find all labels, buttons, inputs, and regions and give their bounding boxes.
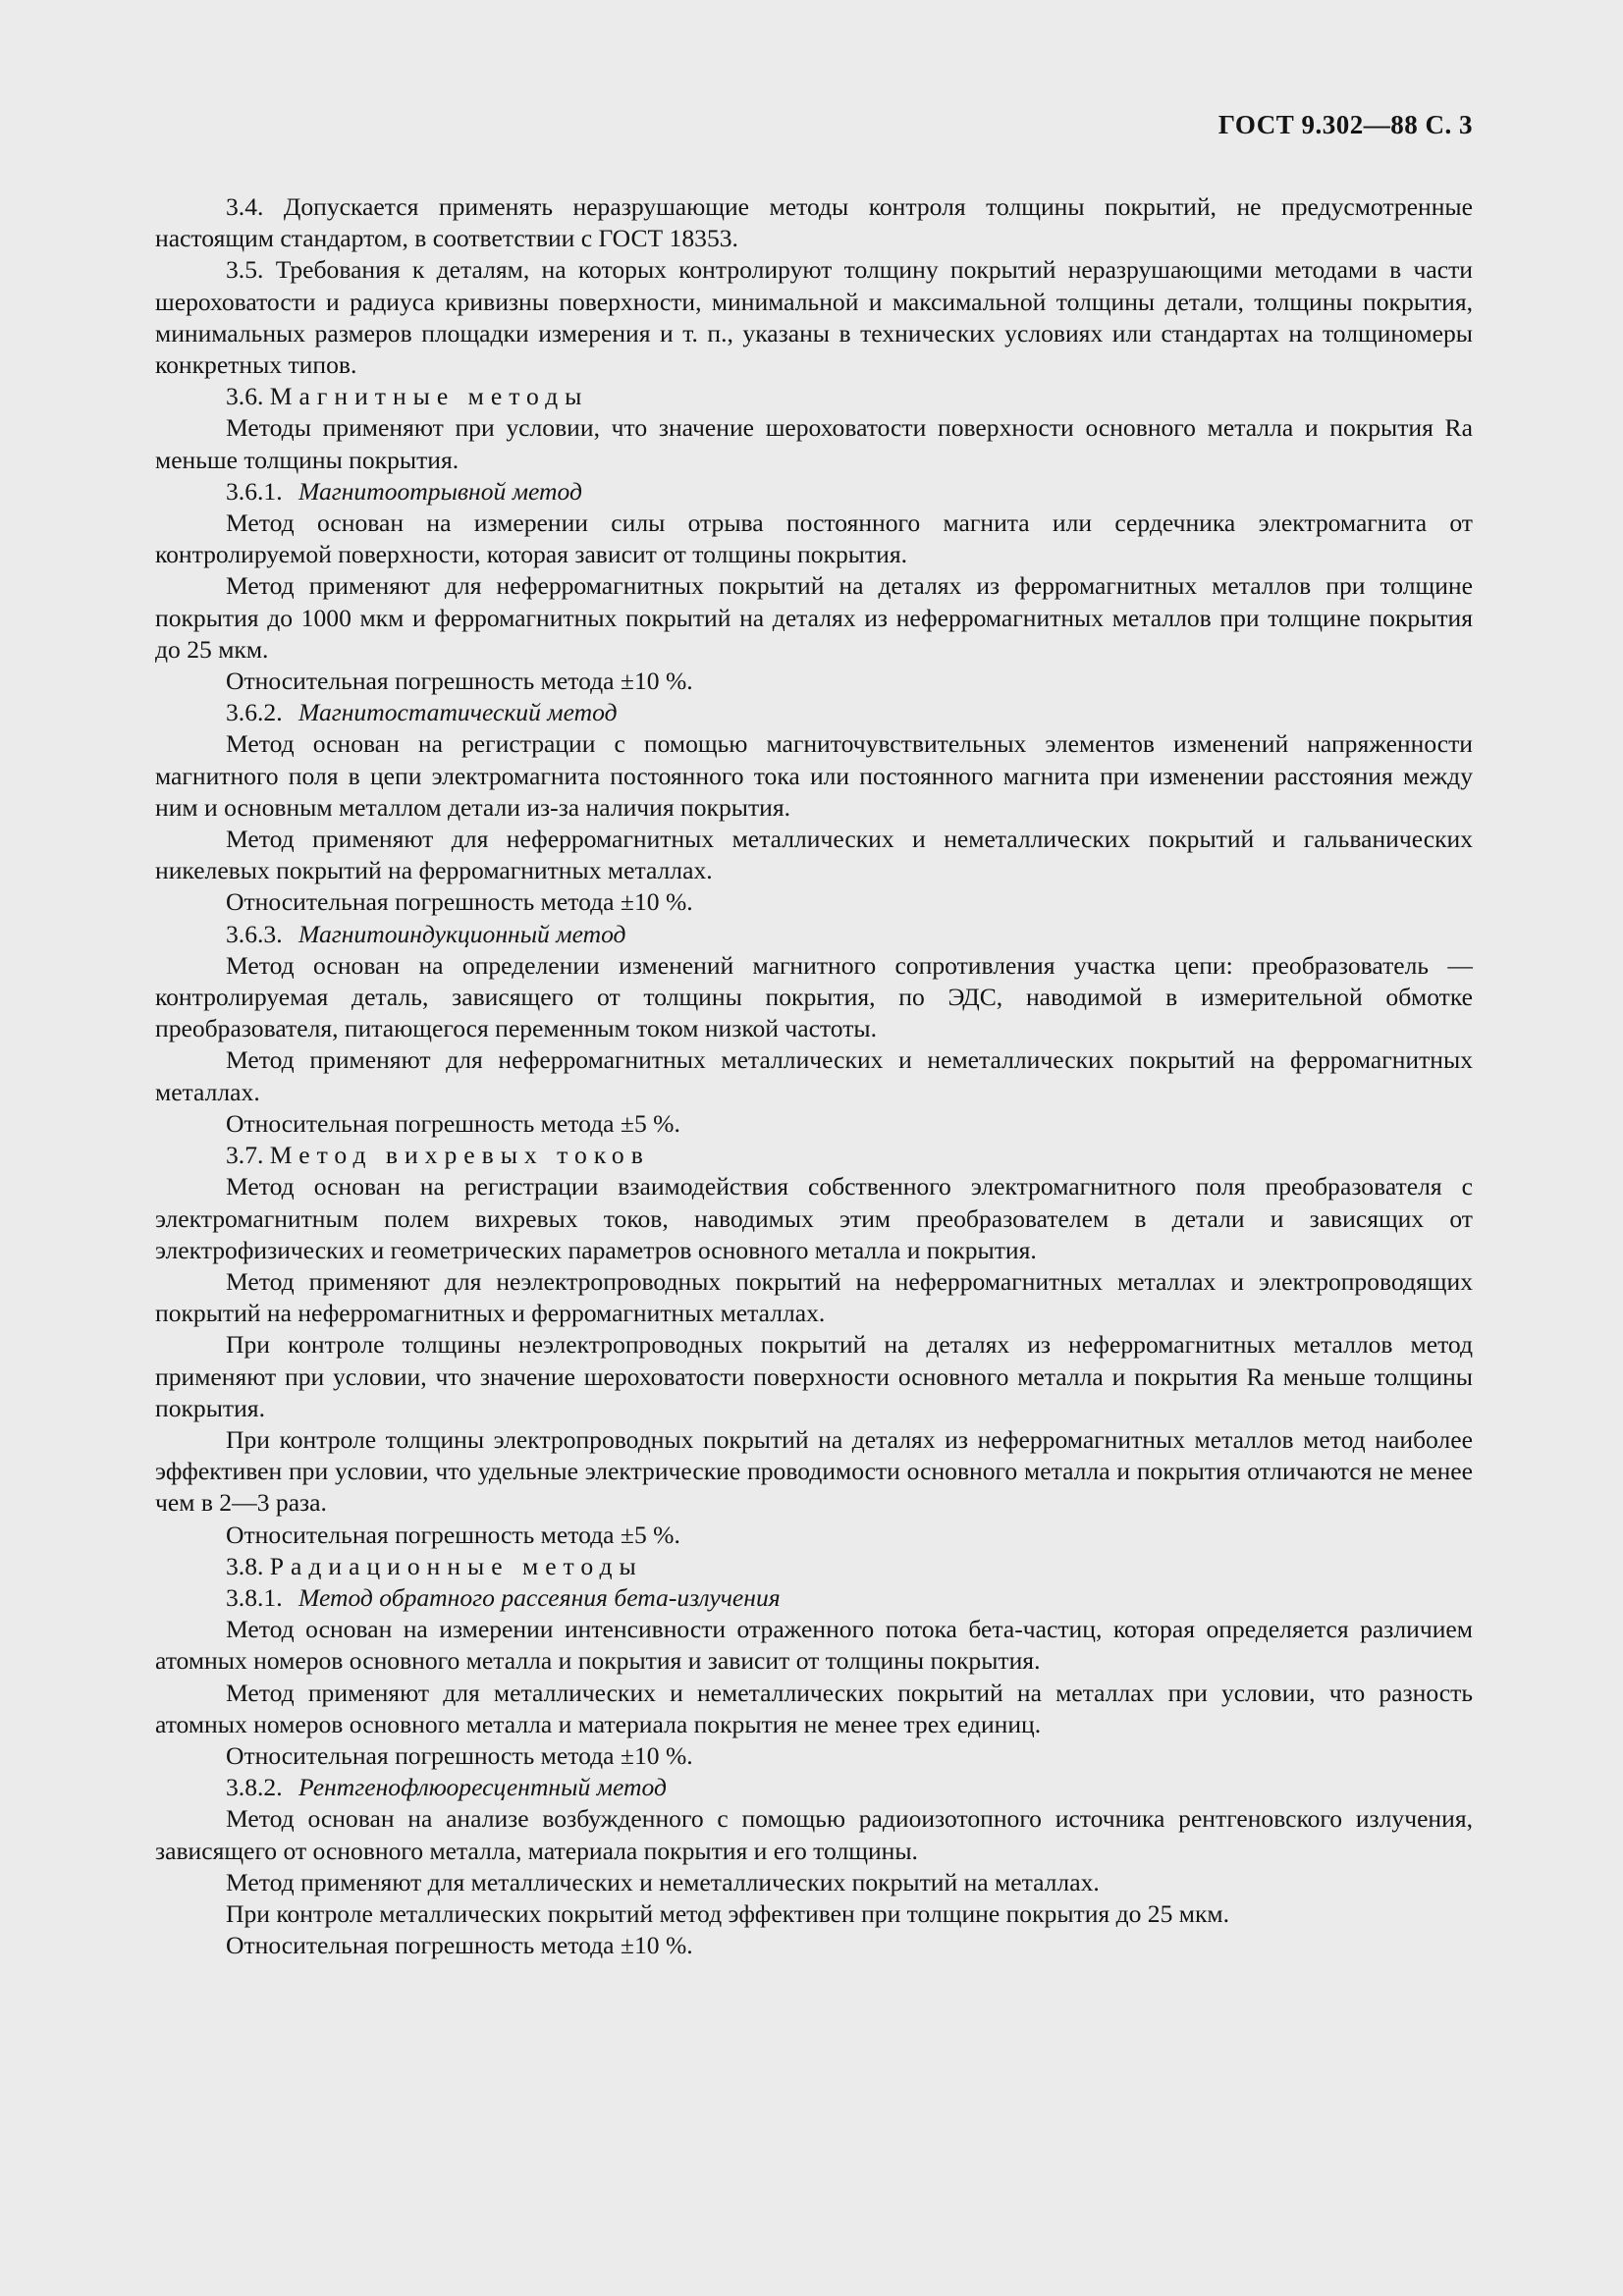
section-number: 3.6.1. — [226, 476, 289, 506]
paragraph: Относительная погрешность метода ±5 %. — [226, 1108, 680, 1138]
section-number: 3.7. — [226, 1141, 270, 1170]
section-heading — [155, 1140, 1473, 1171]
section-heading — [155, 1582, 1473, 1614]
section-number: 3.6. — [226, 382, 270, 411]
section-number: 3.6.2. — [226, 698, 289, 727]
section-title: Метод обратного рассеяния бета-излучения — [298, 1582, 781, 1612]
paragraph: Метод основан на регистрации с помощью магниточувствительных элементов изменений напряженности магнитного поля в цепи электромагнита постоянного тока или постоянного магнита при изменении расстояния между ним и основным металлом детали из-за наличия покрытия. — [155, 729, 1473, 822]
paragraph: Относительная погрешность метода ±10 %. — [226, 1931, 693, 1960]
paragraph: Метод применяют для неферромагнитных металлических и неметаллических покрытий на ферромагнитных металлах. — [155, 1045, 1473, 1106]
section-number: 3.8. — [226, 1551, 270, 1580]
section-heading — [155, 1551, 1473, 1582]
section-title: Магнитоиндукционный метод — [298, 919, 626, 948]
section-title: Радиационные методы — [269, 1551, 643, 1580]
section-number: 3.8.1. — [226, 1582, 289, 1612]
paragraph: Метод применяют для металлических и неметаллических покрытий на металлах. — [226, 1867, 1100, 1896]
section-number: 3.6.3. — [226, 919, 289, 948]
paragraph: При контроле металлических покрытий метод эффективен при толщине покрытия до 25 мкм. — [226, 1898, 1230, 1928]
paragraph: Метод основан на измерении силы отрыва постоянного магнита или сердечника электромагнита от контролируемой поверхности, которая зависит от толщины покрытия. — [155, 508, 1473, 569]
section-heading — [155, 919, 1473, 950]
paragraph: 3.4. Допускается применять неразрушающие методы контроля толщины покрытий, не предусмотренные настоящим стандартом, в соответствии с ГОСТ 18353. — [155, 192, 1473, 253]
paragraph: Относительная погрешность метода ±10 %. — [226, 667, 693, 696]
section-heading — [155, 476, 1473, 507]
section-title: Магнитные методы — [269, 382, 589, 411]
section-heading — [155, 1772, 1473, 1803]
section-title: Метод вихревых токов — [269, 1141, 650, 1170]
section-heading — [155, 697, 1473, 728]
paragraph: При контроле толщины неэлектропроводных покрытий на деталях из неферромагнитных металлов метод применяют при условии, что значение шероховатости поверхности основного металла и покрытия Ra меньше толщины покрытия. — [155, 1330, 1473, 1422]
paragraph: Метод применяют для металлических и неметаллических покрытий на металлах при условии, что разность атомных номеров основного металла и материала покрытия не менее трех единиц. — [155, 1678, 1473, 1738]
paragraph: Метод применяют для неэлектропроводных покрытий на неферромагнитных металлах и электропроводящих покрытий на неферромагнитных и ферромагнитных металлах. — [155, 1266, 1473, 1328]
section-number: 3.8.2. — [226, 1773, 289, 1802]
paragraph: Относительная погрешность метода ±10 %. — [226, 1740, 693, 1770]
paragraph: Относительная погрешность метода ±10 %. — [226, 887, 693, 917]
paragraph: Метод основан на анализе возбужденного с помощью радиоизотопного источника рентгеновского излучения, зависящего от основного металла, материала покрытия и его толщины. — [155, 1804, 1473, 1865]
section-title: Магнитоотрывной метод — [298, 476, 582, 506]
section-title: Рентгенофлюоресцентный метод — [298, 1773, 667, 1802]
section-heading — [155, 381, 1473, 412]
section-title: Магнитостатический метод — [298, 698, 618, 727]
paragraph: Метод основан на регистрации взаимодействия собственного электромагнитного поля преобразователя с электромагнитным полем вихревых токов, наводимых этим преобразователем в детали и зависящих от электрофизических и геометрических параметров основного металла и покрытия. — [155, 1172, 1473, 1264]
page-header: ГОСТ 9.302—88 С. 3 — [1217, 110, 1473, 139]
paragraph: При контроле толщины электропроводных покрытий на деталях из неферромагнитных металлов метод наиболее эффективен при условии, что удельные электрические проводимости основного металла и покрытия отличаются не менее чем в 2—3 раза. — [155, 1424, 1473, 1518]
paragraph: Метод применяют для неферромагнитных металлических и неметаллических покрытий и гальванических никелевых покрытий на ферромагнитных металлах. — [155, 825, 1473, 885]
paragraph: Методы применяют при условии, что значение шероховатости поверхности основного металла и покрытия Ra меньше толщины покрытия. — [155, 413, 1473, 474]
paragraph: Метод основан на определении изменений магнитного сопротивления участка цепи: преобразователь — контролируемая деталь, зависящего от толщины покрытия, по ЭДС, наводимой в измерительной обмотке преобразователя, питающегося переменным током низкой частоты. — [155, 950, 1473, 1043]
document-body — [155, 191, 1473, 1961]
paragraph: Относительная погрешность метода ±5 %. — [226, 1520, 680, 1549]
paragraph: Метод основан на измерении интенсивности отраженного потока бета-частиц, которая определяется различием атомных номеров основного металла и покрытия и зависит от толщины покрытия. — [155, 1615, 1473, 1676]
paragraph: 3.5. Требования к деталям, на которых контролируют толщину покрытий неразрушающими методами в части шероховатости и радиуса кривизны поверхности, минимальной и максимальной толщины детали, толщины покрытия, минимальных размеров площадки измерения и т. п., указаны в технических условиях или стандартах на толщиномеры конкретных типов. — [155, 255, 1473, 380]
paragraph: Метод применяют для неферромагнитных покрытий на деталях из ферромагнитных металлов при толщине покрытия до 1000 мкм и ферромагнитных покрытий на деталях из неферромагнитных металлов при толщине покрытия до 25 мкм. — [155, 571, 1473, 664]
